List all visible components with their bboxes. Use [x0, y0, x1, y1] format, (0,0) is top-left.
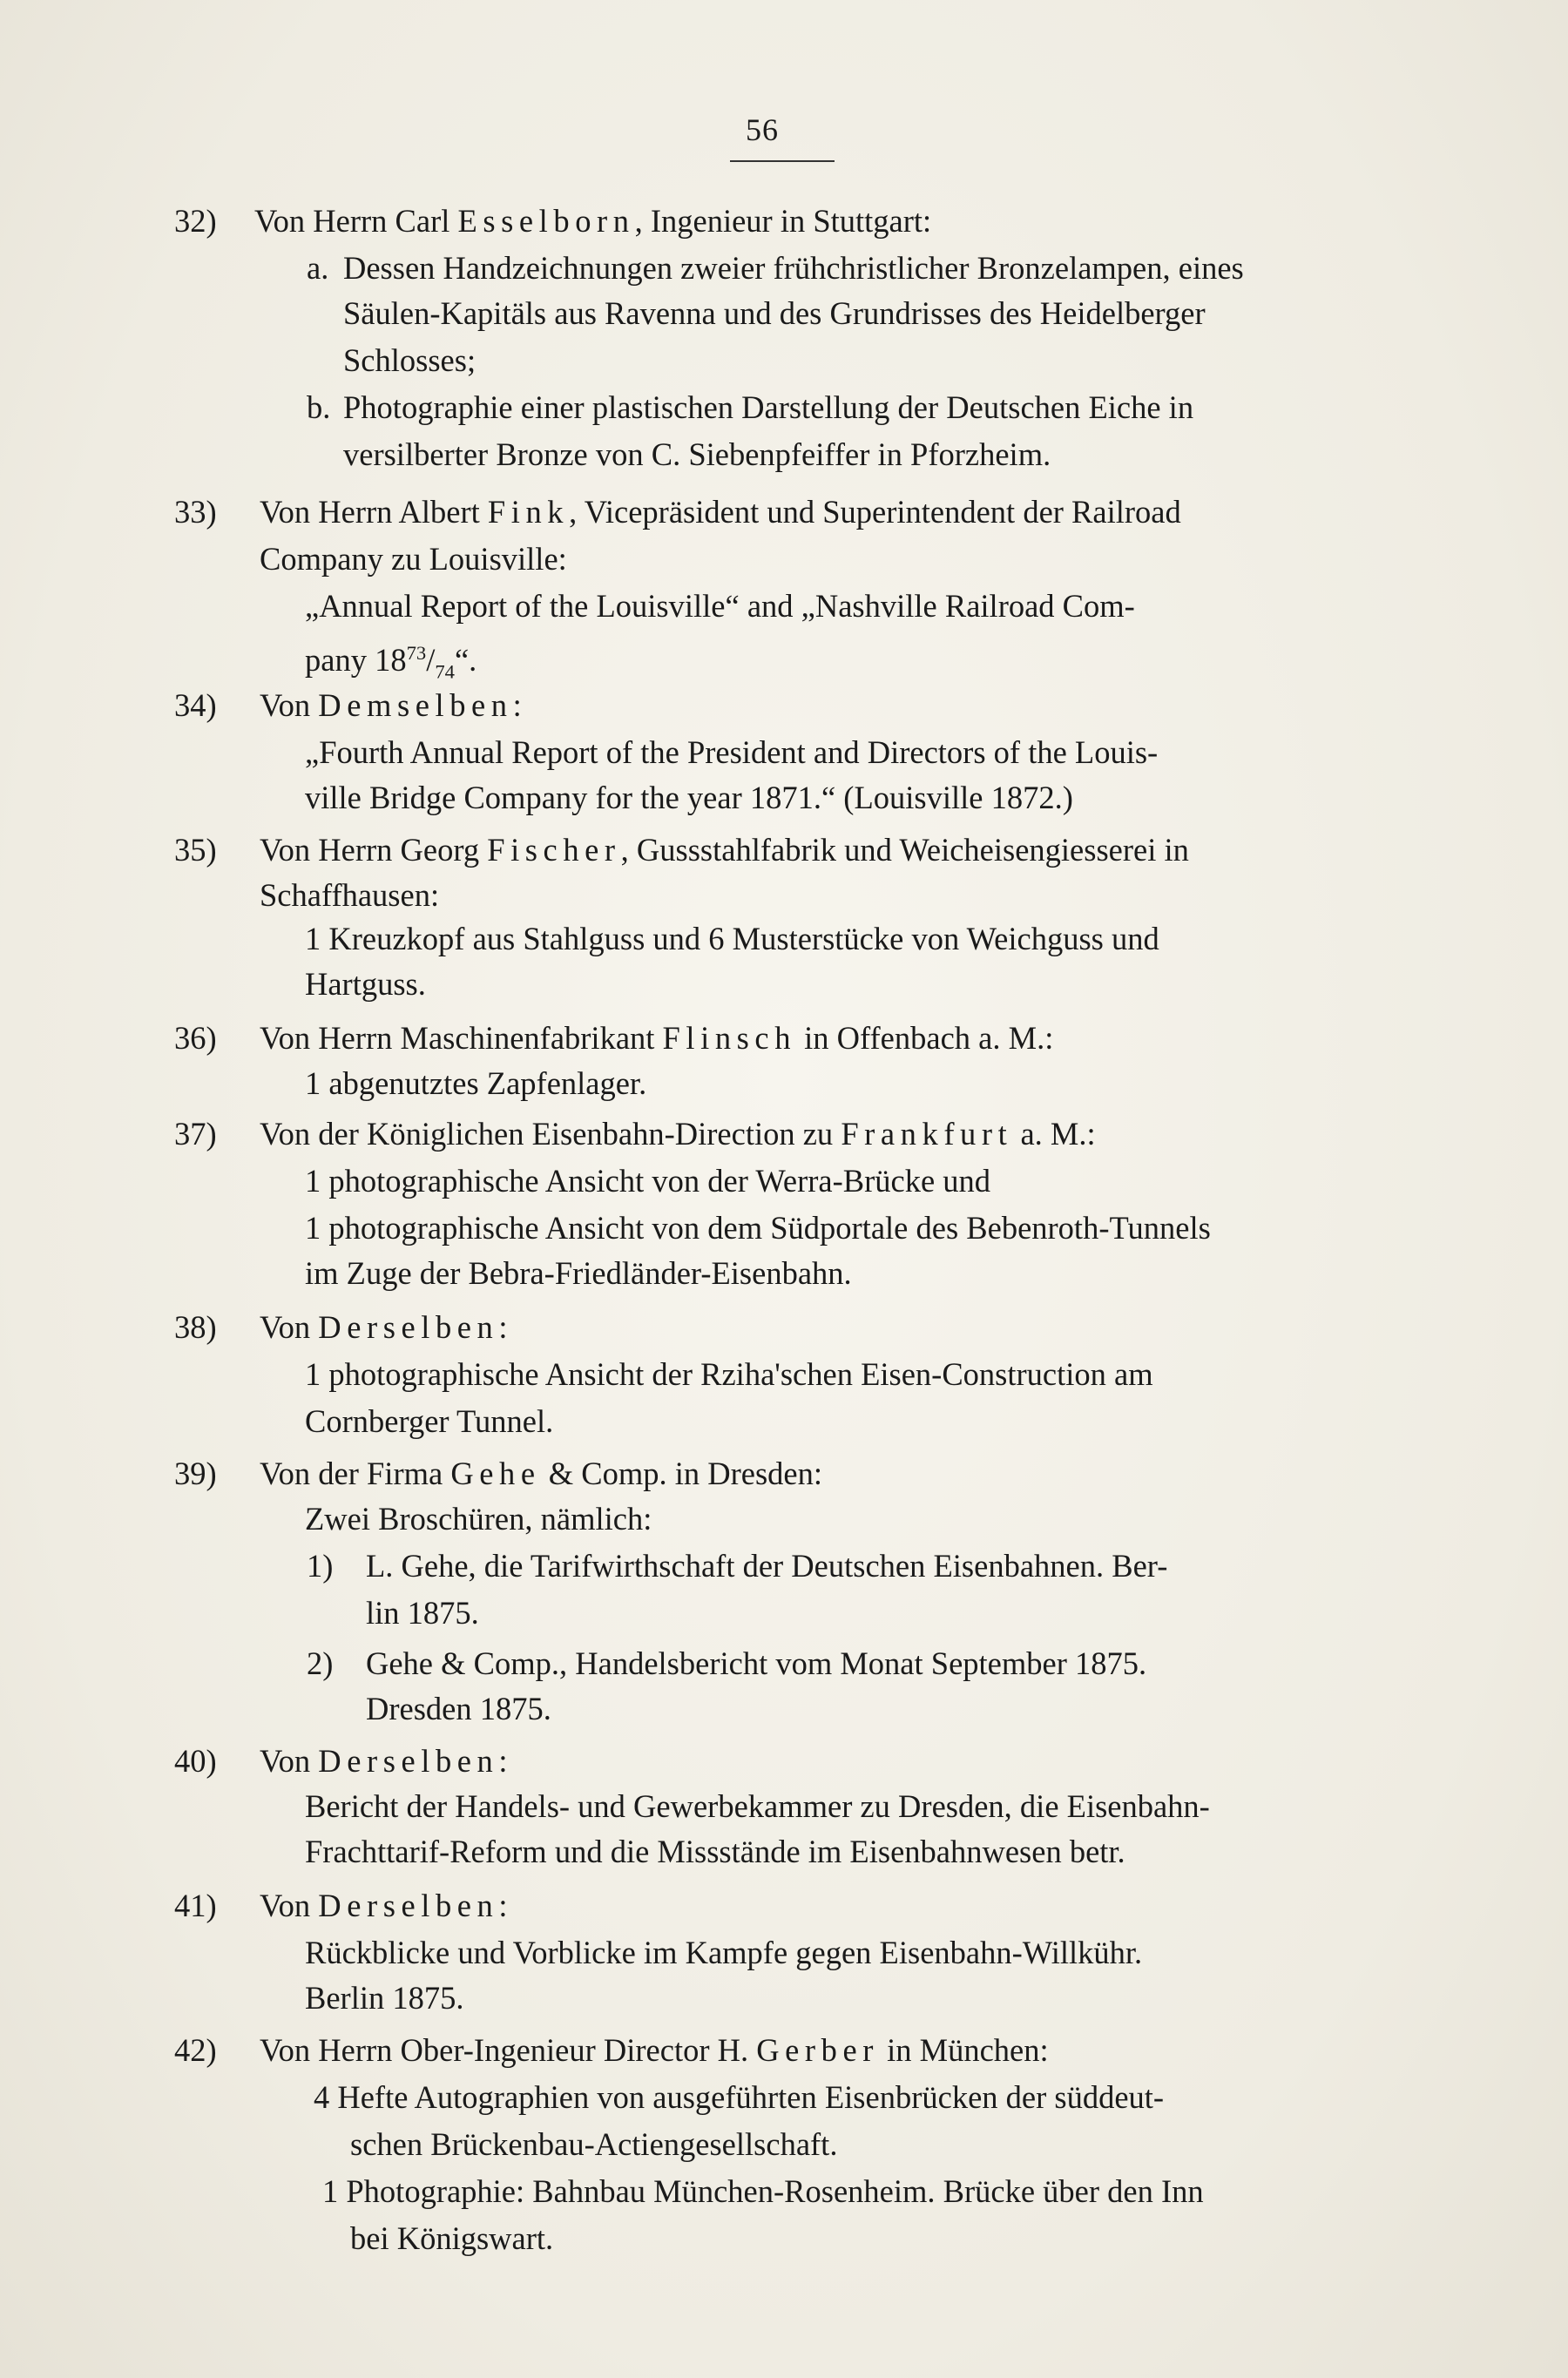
entry-39-item2-label: 2): [307, 1645, 334, 1681]
entry-42-line3: schen Brückenbau-Actiengesellschaft.: [350, 2126, 838, 2162]
entry-41-heading: Von Derselben:: [260, 1888, 508, 1923]
entry-32-b-label: b.: [307, 389, 331, 425]
entry-32-heading: Von Herrn Carl Esselborn, Ingenieur in Stuttgart:: [254, 203, 932, 239]
entry-38-number: 38): [174, 1309, 217, 1345]
entry-38-line2: 1 photographische Ansicht der Rziha'schen Eisen-Construction am: [305, 1356, 1153, 1392]
entry-33-line2: Company zu Louisville:: [260, 541, 567, 577]
entry-35-number: 35): [174, 832, 217, 868]
entry-39-line2: Zwei Broschüren, nämlich:: [305, 1501, 652, 1537]
entry-42-heading: Von Herrn Ober-Ingenieur Director H. Gerber in München:: [260, 2032, 1049, 2068]
entry-39-item1-line1: L. Gehe, die Tarifwirthschaft der Deutschen Eisenbahnen. Ber-: [366, 1548, 1168, 1584]
entry-40-donor-name: Derselben: [318, 1743, 499, 1779]
entry-36-number: 36): [174, 1020, 217, 1056]
entry-42-donor-name: Gerber: [756, 2032, 879, 2068]
entry-37-line4: im Zuge der Bebra-Friedländer-Eisenbahn.: [305, 1255, 852, 1291]
entry-39-item1-line2: lin 1875.: [366, 1595, 479, 1631]
entry-38-heading: Von Derselben:: [260, 1309, 508, 1345]
page-number: 56: [746, 112, 779, 147]
entry-33-donor-name: Fink: [487, 494, 570, 530]
entry-40-number: 40): [174, 1743, 217, 1779]
entry-42-number: 42): [174, 2032, 217, 2068]
entry-34-donor-name: Demselben: [318, 687, 513, 723]
entry-40-heading: Von Derselben:: [260, 1743, 508, 1779]
entry-32-number: 32): [174, 203, 217, 239]
entry-39-number: 39): [174, 1456, 217, 1491]
entry-33-line4: pany $18^{73}/_{74}“$.: [305, 642, 477, 683]
entry-41-number: 41): [174, 1888, 217, 1923]
entry-42-line5: bei Königswart.: [350, 2220, 554, 2256]
entry-32-b-line2: versilberter Bronze von C. Siebenpfeiffer in Pforzheim.: [343, 436, 1051, 472]
entry-32-b-line1: Photographie einer plastischen Darstellung der Deutschen Eiche in: [343, 389, 1194, 425]
entry-32-a-line2: Säulen-Kapitäls aus Ravenna und des Grundrisses des Heidelberger: [343, 295, 1206, 331]
entry-34-line2: „Fourth Annual Report of the President and Directors of the Louis-: [305, 734, 1159, 770]
entry-33-number: 33): [174, 494, 217, 530]
entry-36-heading: Von Herrn Maschinenfabrikant Flinsch in Offenbach a. M.:: [260, 1020, 1054, 1056]
entry-36-donor-name: Flinsch: [662, 1020, 797, 1056]
entry-40-line2: Bericht der Handels- und Gewerbekammer zu Dresden, die Eisenbahn-: [305, 1788, 1210, 1824]
entry-34-number: 34): [174, 687, 217, 723]
entry-32-donor-name: Esselborn: [457, 203, 635, 239]
entry-39-item1-label: 1): [307, 1548, 334, 1584]
entry-32-a-line3: Schlosses;: [343, 342, 476, 378]
entry-35-line2: Schaffhausen:: [260, 877, 440, 913]
entry-40-line3: Frachttarif-Reform und die Missstände im Eisenbahnwesen betr.: [305, 1834, 1125, 1869]
entry-38-line3: Cornberger Tunnel.: [305, 1403, 554, 1439]
entry-33-line3: „Annual Report of the Louisville“ and „Nashville Railroad Com-: [305, 588, 1135, 624]
entry-37-line2: 1 photographische Ansicht von der Werra-Brücke und: [305, 1163, 991, 1199]
entry-34-heading: Von Demselben:: [260, 687, 522, 723]
entry-37-line3: 1 photographische Ansicht von dem Südportale des Bebenroth-Tunnels: [305, 1210, 1211, 1246]
entry-35-line4: Hartguss.: [305, 966, 426, 1002]
entry-36-line2: 1 abgenutztes Zapfenlager.: [305, 1065, 647, 1101]
entry-39-item2-line1: Gehe & Comp., Handelsbericht vom Monat September 1875.: [366, 1645, 1147, 1681]
entry-38-donor-name: Derselben: [318, 1309, 499, 1345]
entry-37-heading: Von der Königlichen Eisenbahn-Direction zu Frankfurt a. M.:: [260, 1116, 1096, 1152]
entry-41-line3: Berlin 1875.: [305, 1980, 464, 2016]
entry-41-line2: Rückblicke und Vorblicke im Kampfe gegen Eisenbahn-Willkühr.: [305, 1935, 1143, 1970]
entry-32-a-label: a.: [307, 250, 329, 286]
entry-34-line3: ville Bridge Company for the year 1871.“ (Louisville 1872.): [305, 780, 1073, 815]
entry-35-donor-name: Fischer: [487, 832, 621, 868]
entry-37-place-name: Frankfurt: [841, 1116, 1013, 1152]
entry-42-line4: 1 Photographie: Bahnbau München-Rosenheim. Brücke über den Inn: [322, 2173, 1204, 2209]
entry-35-heading: Von Herrn Georg Fischer, Gussstahlfabrik und Weicheisengiesserei in: [260, 832, 1189, 868]
entry-37-number: 37): [174, 1116, 217, 1152]
entry-39-donor-name: Gehe: [450, 1456, 541, 1491]
entry-32-a-line1: Dessen Handzeichnungen zweier frühchristlicher Bronzelampen, eines: [343, 250, 1244, 286]
entry-35-line3: 1 Kreuzkopf aus Stahlguss und 6 Musterstücke von Weichguss und: [305, 921, 1159, 956]
entry-39-item2-line2: Dresden 1875.: [366, 1691, 551, 1726]
entry-33-heading: Von Herrn Albert Fink, Vicepräsident und Superintendent der Railroad: [260, 494, 1181, 530]
entry-41-donor-name: Derselben: [318, 1888, 499, 1923]
entry-42-line2: 4 Hefte Autographien von ausgeführten Eisenbrücken der süddeut-: [314, 2079, 1165, 2115]
entry-39-heading: Von der Firma Gehe & Comp. in Dresden:: [260, 1456, 823, 1491]
header-rule: [730, 160, 835, 162]
